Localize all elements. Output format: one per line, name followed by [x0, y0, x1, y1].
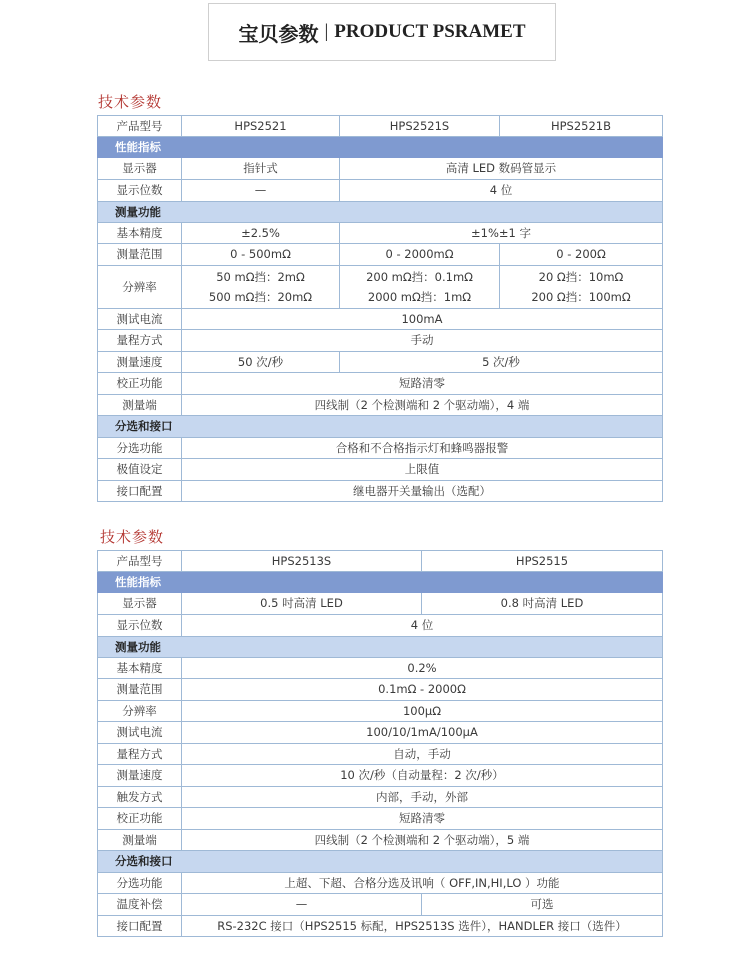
- group-row: [98, 572, 663, 593]
- model-name: HPS2521B: [500, 116, 663, 137]
- table-row: [98, 830, 663, 851]
- row-label: 分选功能: [98, 438, 182, 459]
- row-label: 极值设定: [98, 459, 182, 481]
- table-row: [98, 615, 663, 637]
- table-row: [98, 744, 663, 765]
- row-label: 接口配置: [98, 481, 182, 502]
- model-name: HPS2521S: [340, 116, 500, 137]
- table-row: [98, 593, 663, 615]
- row-label: 显示位数: [98, 180, 182, 202]
- table-row: [98, 787, 663, 808]
- cell-value: 合格和不合格指示灯和蜂鸣器报警: [182, 438, 663, 459]
- row-label: 分辨率: [98, 701, 182, 722]
- row-label: 测量端: [98, 830, 182, 851]
- cell-value: 高清 LED 数码管显示: [340, 158, 663, 180]
- cell-value: 短路清零: [182, 373, 663, 395]
- cell-value: 内部，手动，外部: [182, 787, 663, 808]
- row-label: 测试电流: [98, 309, 182, 330]
- cell-value: ±2.5%: [182, 223, 340, 244]
- cell-value: 四线制（2 个检测端和 2 个驱动端），5 端: [182, 830, 663, 851]
- header-separator: |: [324, 21, 329, 42]
- model-name: HPS2515: [422, 551, 663, 572]
- row-label: 测试电流: [98, 722, 182, 744]
- row-label: 测量速度: [98, 352, 182, 373]
- section-title-2: 技术参数: [100, 528, 165, 546]
- section-title-1: 技术参数: [98, 93, 163, 111]
- cell-value: 0.8 吋高清 LED: [422, 593, 663, 615]
- row-label: 分辨率: [98, 266, 182, 309]
- cell-value: 100μΩ: [182, 701, 663, 722]
- group-row: [98, 637, 663, 658]
- table-row: [98, 309, 663, 330]
- table-row: [98, 330, 663, 352]
- group-title: 分选和接口: [98, 416, 663, 438]
- cell-value: RS-232C 接口（HPS2515 标配，HPS2513S 选件），HANDLER 接口（选件）: [182, 916, 663, 937]
- table-row: [98, 180, 663, 202]
- cell-value: 指针式: [182, 158, 340, 180]
- table-row: [98, 352, 663, 373]
- cell-value: 4 位: [182, 615, 663, 637]
- resolution-line: 20 Ω挡：10mΩ: [538, 269, 624, 284]
- cell-value: 0 - 2000mΩ: [340, 244, 500, 266]
- table-row: [98, 395, 663, 416]
- cell-value: [500, 266, 663, 309]
- row-label: 校正功能: [98, 808, 182, 830]
- cell-value: 四线制（2 个检测端和 2 个驱动端），4 端: [182, 395, 663, 416]
- table-row: [98, 808, 663, 830]
- cell-value: 可选: [422, 894, 663, 916]
- resolution-line: 200 mΩ挡：0.1mΩ: [366, 269, 473, 284]
- table-row: [98, 481, 663, 502]
- header-title-en: PRODUCT PSRAMET: [334, 21, 526, 42]
- table-row: [98, 244, 663, 266]
- cell-value: 上限值: [182, 459, 663, 481]
- row-label: 分选功能: [98, 873, 182, 894]
- cell-value: —: [182, 894, 422, 916]
- cell-value: 手动: [182, 330, 663, 352]
- table-row: [98, 223, 663, 244]
- row-label: 显示位数: [98, 615, 182, 637]
- row-label: 显示器: [98, 158, 182, 180]
- table-row: [98, 551, 663, 572]
- table-row: [98, 679, 663, 701]
- table-row: [98, 459, 663, 481]
- row-label: 测量端: [98, 395, 182, 416]
- cell-value: 继电器开关量输出（选配）: [182, 481, 663, 502]
- group-title: 测量功能: [98, 637, 663, 658]
- row-label: 温度补偿: [98, 894, 182, 916]
- cell-value: 上超、下超、合格分选及讯响（ OFF,IN,HI,LO ）功能: [182, 873, 663, 894]
- table-row: [98, 722, 663, 744]
- group-title: 性能指标: [98, 572, 663, 593]
- row-label: 校正功能: [98, 373, 182, 395]
- row-label: 产品型号: [98, 551, 182, 572]
- row-label: 量程方式: [98, 744, 182, 765]
- model-name: HPS2521: [182, 116, 340, 137]
- resolution-line: 200 Ω挡：100mΩ: [531, 289, 631, 304]
- row-label: 触发方式: [98, 787, 182, 808]
- cell-value: 0.1mΩ - 2000Ω: [182, 679, 663, 701]
- cell-value: 100mA: [182, 309, 663, 330]
- table-row: [98, 116, 663, 137]
- cell-value: 短路清零: [182, 808, 663, 830]
- table-row: [98, 894, 663, 916]
- cell-value: 0.2%: [182, 658, 663, 679]
- group-row: [98, 416, 663, 438]
- table-row: [98, 373, 663, 395]
- cell-value: 50 次/秒: [182, 352, 340, 373]
- group-title: 分选和接口: [98, 851, 663, 873]
- group-title: 测量功能: [98, 202, 663, 223]
- resolution-line: 50 mΩ挡：2mΩ: [216, 269, 305, 284]
- cell-value: —: [182, 180, 340, 202]
- row-label: 测量范围: [98, 679, 182, 701]
- resolution-line: 500 mΩ挡：20mΩ: [208, 289, 313, 304]
- spec-table-2: [97, 550, 663, 937]
- cell-value: [340, 266, 500, 309]
- row-label: 产品型号: [98, 116, 182, 137]
- cell-value: 4 位: [340, 180, 663, 202]
- row-label: 接口配置: [98, 916, 182, 937]
- cell-value: 0 - 200Ω: [500, 244, 663, 266]
- cell-value: 5 次/秒: [340, 352, 663, 373]
- group-title: 性能指标: [98, 137, 663, 158]
- table-row: [98, 701, 663, 722]
- cell-value: 0 - 500mΩ: [182, 244, 340, 266]
- table-row: [98, 266, 663, 309]
- row-label: 量程方式: [98, 330, 182, 352]
- header-title-cn: 宝贝参数: [238, 21, 319, 46]
- table-row: [98, 658, 663, 679]
- cell-value: 0.5 吋高清 LED: [182, 593, 422, 615]
- cell-value: 100/10/1mA/100μA: [182, 722, 663, 744]
- model-name: HPS2513S: [182, 551, 422, 572]
- table-row: [98, 765, 663, 787]
- cell-value: [182, 266, 340, 309]
- group-row: [98, 137, 663, 158]
- group-row: [98, 202, 663, 223]
- page-header: [208, 3, 556, 61]
- group-row: [98, 851, 663, 873]
- table-row: [98, 438, 663, 459]
- cell-value: 10 次/秒（自动量程：2 次/秒）: [182, 765, 663, 787]
- cell-value: ±1%±1 字: [340, 223, 663, 244]
- row-label: 显示器: [98, 593, 182, 615]
- row-label: 测量速度: [98, 765, 182, 787]
- row-label: 基本精度: [98, 223, 182, 244]
- spec-table-1: [97, 115, 663, 502]
- table-row: [98, 158, 663, 180]
- cell-value: 自动，手动: [182, 744, 663, 765]
- resolution-line: 2000 mΩ挡：1mΩ: [367, 289, 472, 304]
- table-row: [98, 916, 663, 937]
- table-row: [98, 873, 663, 894]
- row-label: 测量范围: [98, 244, 182, 266]
- row-label: 基本精度: [98, 658, 182, 679]
